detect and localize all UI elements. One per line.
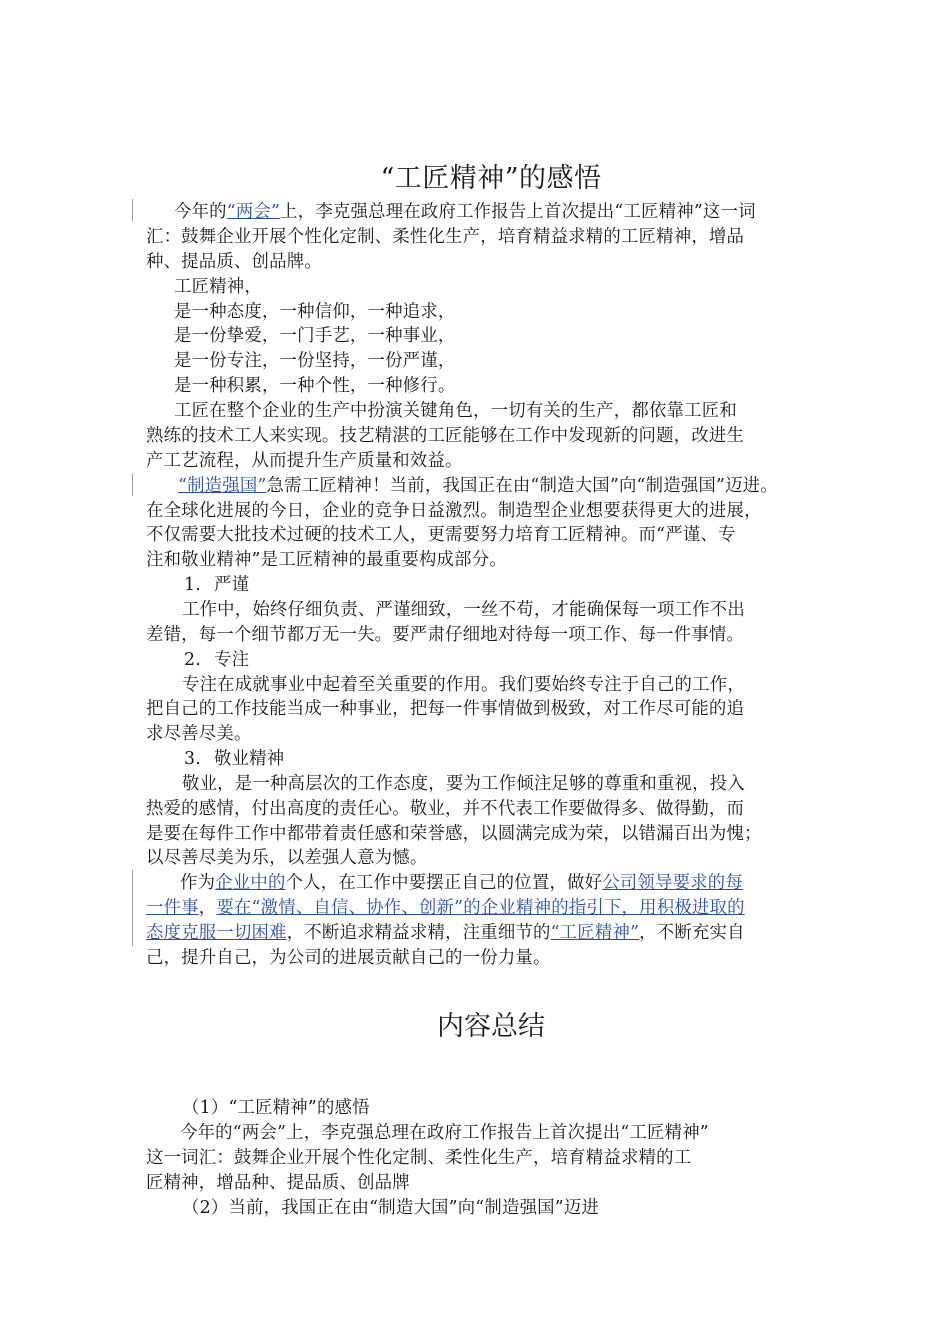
- paragraph-line: [146, 200, 756, 224]
- paragraph-line: 注和敬业精神”是工匠精神的最重要构成部分。: [146, 550, 507, 570]
- revision-link[interactable]: “制造强国”: [178, 476, 267, 496]
- paragraph-line: [146, 921, 745, 945]
- revision-link[interactable]: 企业中的: [215, 873, 286, 893]
- revision-bar: [132, 474, 133, 496]
- paragraph-line: 热爱的感情，付出高度的责任心。敬业，并不代表工作要做得多、做得勤，而: [146, 799, 745, 819]
- paragraph-line: 求尽善尽美。: [146, 724, 252, 744]
- text-run: ，: [198, 898, 217, 918]
- paragraph-line: [146, 474, 778, 498]
- list-item-heading: [146, 648, 249, 672]
- paragraph-line: 产工艺流程，从而提升生产质量和效益。: [146, 451, 463, 471]
- list-number: 2.: [184, 650, 201, 670]
- document-title: “工匠精神”的感悟: [380, 163, 602, 194]
- summary-line: 这一词汇：鼓舞企业开展个性化定制、柔性化生产，培育精益求精的工: [146, 1148, 692, 1168]
- list-item-heading: [146, 573, 249, 597]
- paragraph-line: 专注在成就事业中起着至关重要的作用。我们要始终专注于自己的工作，: [182, 675, 745, 695]
- paragraph-line: [146, 871, 743, 895]
- summary-line: 匠精神，增品种、提品质、创品牌: [146, 1173, 410, 1193]
- revision-link[interactable]: “两会”: [226, 202, 281, 222]
- paragraph-line: 工作中，始终仔细负责、严谨细致，一丝不苟，才能确保每一项工作不出: [182, 600, 745, 620]
- summary-heading: （1）“工匠精神”的感悟: [182, 1098, 370, 1118]
- paragraph-line: 差错，每一个细节都万无一失。要严肃仔细地对待每一项工作、每一件事情。: [146, 625, 745, 645]
- paragraph-line: [146, 896, 745, 920]
- summary-heading: （2）当前，我国正在由“制造大国”向“制造强国”迈进: [182, 1198, 600, 1218]
- verse-line: 是一份挚爱，一门手艺，一种事业，: [174, 326, 456, 346]
- verse-line: 是一份专注，一份坚持，一份严谨，: [174, 351, 456, 371]
- revision-link[interactable]: 一件事: [146, 898, 199, 918]
- list-label: 专注: [214, 650, 250, 670]
- text-run: 个人，在工作中要摆正自己的位置，做好: [285, 873, 603, 893]
- paragraph-line: 敬业，是一种高层次的工作态度，要为工作倾注足够的尊重和重视，投入: [182, 774, 745, 794]
- paragraph-line: 熟练的技术工人来实现。技艺精湛的工匠能够在工作中发现新的问题，改进生: [146, 426, 745, 446]
- verse-line: 是一种态度，一种信仰，一种追求，: [174, 302, 456, 322]
- list-number: 1.: [184, 575, 201, 595]
- summary-line: 今年的“两会”上，李克强总理在政府工作报告上首次提出“工匠精神”: [180, 1123, 709, 1143]
- list-number: 3.: [184, 749, 201, 769]
- verse-line: 是一种积累，一种个性，一种修行。: [174, 376, 456, 396]
- list-label: 严谨: [214, 575, 250, 595]
- text-run: ，不断充实自: [639, 923, 745, 943]
- list-item-heading: [146, 747, 284, 771]
- paragraph-line: 把自己的工作技能当成一种事业，把每一件事情做到极致，对工作尽可能的追: [146, 699, 745, 719]
- text-run: 作为: [180, 873, 216, 893]
- revision-bar: [132, 199, 133, 221]
- revision-link[interactable]: 公司领导要求的每: [602, 873, 743, 893]
- text-run: ，不断追求精益求精，注重细节的: [286, 923, 551, 943]
- paragraph-line: 工匠在整个企业的生产中扮演关键角色，一切有关的生产，都依靠工匠和: [174, 401, 737, 421]
- text-run: 上，李克强总理在政府工作报告上首次提出“工匠精神”这一词: [280, 202, 756, 222]
- paragraph-line: 种、提品质、创品牌。: [146, 252, 322, 272]
- list-label: 敬业精神: [214, 749, 285, 769]
- revision-link[interactable]: “工匠精神”: [550, 923, 640, 943]
- verse-line: 工匠精神，: [174, 277, 262, 297]
- summary-title: 内容总结: [437, 1011, 545, 1042]
- paragraph-line: 汇：鼓舞企业开展个性化定制、柔性化生产，培育精益求精的工匠精神，增品: [146, 227, 745, 247]
- paragraph-line: 在全球化进展的今日，企业的竞争日益激烈。制造型企业想要获得更大的进展，: [146, 501, 762, 521]
- revision-link[interactable]: 要在“激情、自信、协作、创新”的企业精神的指引下，用积极进取的: [216, 898, 745, 918]
- revision-bar: [132, 870, 133, 946]
- revision-link[interactable]: 态度克服一切困难: [146, 923, 287, 943]
- text-run: 今年的: [174, 202, 227, 222]
- paragraph-line: 不仅需要大批技术过硬的技术工人，更需要努力培育工匠精神。而“严谨、专: [146, 525, 736, 545]
- paragraph-line: 己，提升自己，为公司的进展贡献自己的一份力量。: [146, 948, 551, 968]
- text-run: 急需工匠精神！当前，我国正在由“制造大国”向“制造强国”迈进。: [266, 476, 778, 496]
- paragraph-line: 以尽善尽美为乐，以差强人意为憾。: [146, 848, 428, 868]
- paragraph-line: 是要在每件工作中都带着责任感和荣誉感，以圆满完成为荣，以错漏百出为愧；: [146, 824, 762, 844]
